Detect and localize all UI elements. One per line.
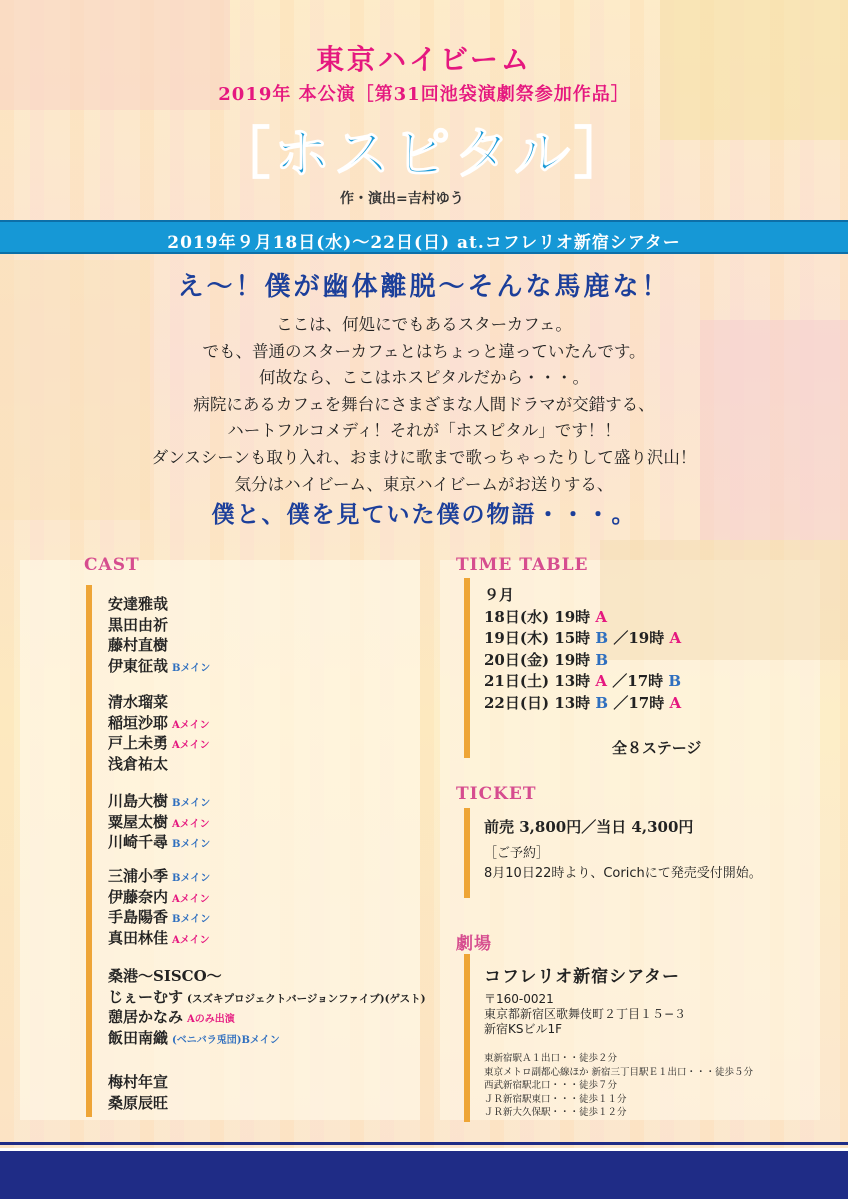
synopsis-line: 何故なら、ここはホスピタルだから・・・。 xyxy=(259,368,589,388)
ticket-price: 前売 3,800円／当日 4,300円 xyxy=(484,818,694,836)
cast-member: 安達雅哉 xyxy=(108,595,169,613)
cast-member: 川島大樹 Bメイン xyxy=(108,792,211,810)
cast-member: 梅村年宣 xyxy=(108,1073,169,1091)
cast-heading: CAST xyxy=(84,555,140,575)
cast-accent-bar xyxy=(86,585,92,1117)
timetable-total: 全８ステージ xyxy=(612,739,702,757)
cast-note: Bメイン xyxy=(172,873,211,884)
cast-note: Bメイン xyxy=(172,839,211,850)
synopsis-line: ここは、何処にでもあるスターカフェ。 xyxy=(276,315,572,334)
cast-note: Bメイン xyxy=(172,662,211,674)
footer-thin-band xyxy=(0,1142,848,1145)
date-banner xyxy=(0,220,848,254)
cast-member: 清水瑠菜 xyxy=(108,693,169,711)
timetable-month: ９月 xyxy=(484,586,515,604)
cast-member: 戸上未勇 Aメイン xyxy=(108,734,210,752)
venue-name: コフレリオ新宿シアター xyxy=(484,967,680,987)
access-line: 西武新宿駅北口・・・徒歩７分 xyxy=(484,1080,618,1091)
cast-note: (ベニバラ兎団)Bメイン xyxy=(172,1034,280,1046)
timetable-row: 22日(日) 13時 B ／17時 A xyxy=(484,693,682,712)
access-line: 東新宿駅Ａ１出口・・徒歩２分 xyxy=(484,1053,618,1064)
cast-member: 稲垣沙耶 Aメイン xyxy=(108,713,210,732)
cast-member: 伊東征哉 Bメイン xyxy=(108,656,211,675)
ticket-reserve-label: ［ご予約］ xyxy=(484,846,550,861)
access-line: 東京メトロ副都心線ほか 新宿三丁目駅Ｅ１出口・・・徒歩５分 xyxy=(484,1066,754,1078)
timetable-row: 18日(水) 19時 A xyxy=(484,607,608,626)
cast-note: Aメイン xyxy=(172,818,210,830)
author-credit: 作・演出=吉村ゆう xyxy=(340,191,464,207)
cast-member: 飯田南織 (ベニバラ兎団)Bメイン xyxy=(108,1028,280,1047)
access-line: ＪＲ新宿駅東口・・・徒歩１１分 xyxy=(484,1093,627,1105)
cast-group-3 xyxy=(108,791,210,853)
cast-group-1 xyxy=(108,594,210,676)
cast-note: Aメイン xyxy=(172,719,210,731)
synopsis-line: 病院にあるカフェを舞台にさまざまな人間ドラマが交錯する、 xyxy=(193,394,655,414)
timetable-row: 21日(土) 13時 A ／17時 B xyxy=(484,672,682,690)
synopsis-line: 気分はハイビーム、東京ハイビームがお送りする、 xyxy=(234,474,614,494)
catchphrase: え〜！僕が幽体離脱〜そんな馬鹿な！ xyxy=(177,272,671,302)
venue-address-1: 東京都新宿区歌舞伎町２丁目１５−３ xyxy=(484,1007,687,1021)
cast-group-5 xyxy=(108,966,426,1048)
synopsis-line: ダンスシーンも取り入れ、おまけに歌まで歌っちゃったりして盛り沢山！ xyxy=(151,447,697,467)
cast-member: 憩居かなみ Aのみ出演 xyxy=(108,1008,235,1026)
cast-member: 藤村直樹 xyxy=(108,636,169,654)
venue-accent-bar xyxy=(464,954,470,1122)
cast-note: Bメイン xyxy=(172,798,211,809)
production-subtitle: 2019年 本公演［第31回池袋演劇祭参加作品］ xyxy=(218,84,630,105)
venue-address-2: 新宿KSビル1F xyxy=(484,1022,563,1036)
venue-heading: 劇場 xyxy=(456,934,492,954)
cast-member: 三浦小季 Bメイン xyxy=(108,867,211,885)
cast-note: Aメイン xyxy=(172,740,210,751)
cast-member: 浅倉祐太 xyxy=(108,754,169,773)
cast-note: Aメイン xyxy=(172,934,210,946)
cast-member: 川崎千尋 Bメイン xyxy=(108,833,211,851)
play-title: ［ホスピタル］ xyxy=(214,122,634,187)
venue-postal: 〒160-0021 xyxy=(484,992,554,1006)
cast-group-4 xyxy=(108,866,210,948)
timetable-row: 20日(金) 19時 B xyxy=(484,650,609,669)
access-line: ＪＲ新大久保駅・・・徒歩１２分 xyxy=(484,1107,627,1118)
ticket-heading: TICKET xyxy=(456,784,537,804)
cast-member: 伊藤奈内 Aメイン xyxy=(108,887,210,906)
synopsis-line: でも、普通のスターカフェとはちょっと違っていたんです。 xyxy=(202,341,646,361)
cast-note: Aメイン xyxy=(172,893,210,905)
cast-member: 手島陽香 Bメイン xyxy=(108,908,211,926)
synopsis-line: ハートフルコメディ！それが「ホスピタル」です！！ xyxy=(227,421,621,441)
cast-group-6 xyxy=(108,1072,168,1113)
cast-member: 桑港〜SISCO〜 xyxy=(108,967,222,985)
cast-note: Aのみ出演 xyxy=(187,1014,235,1025)
closing-line: 僕と、僕を見ていた僕の物語・・・。 xyxy=(211,501,637,528)
cast-note: Bメイン xyxy=(172,914,211,925)
timetable-heading: TIME TABLE xyxy=(456,555,589,575)
ticket-reserve-text: 8月10日22時より、Corichにて発売受付開始。 xyxy=(484,866,762,881)
cast-member: 桑原辰旺 xyxy=(108,1093,169,1112)
synopsis xyxy=(0,312,848,498)
timetable-row: 19日(木) 15時 B ／19時 A xyxy=(484,629,682,647)
cast-member: 真田林佳 Aメイン xyxy=(108,928,210,947)
venue-access xyxy=(484,1052,753,1120)
ticket-accent-bar xyxy=(464,808,470,898)
cast-member: 黒田由祈 xyxy=(108,615,169,634)
date-venue-text: 2019年９月18日(水)〜22日(日) at.コフレリオ新宿シアター xyxy=(167,233,681,253)
timetable-accent-bar xyxy=(464,578,470,758)
cast-note: (スズキプロジェクトバージョンファイブ)(ゲスト) xyxy=(187,992,426,1005)
footer-band xyxy=(0,1148,848,1199)
cast-member: 粟屋太樹 Aメイン xyxy=(108,812,210,831)
timetable xyxy=(484,585,681,714)
troupe-name: 東京ハイビーム xyxy=(316,43,532,76)
cast-group-2 xyxy=(108,692,210,774)
cast-member: じぇーむす (スズキプロジェクトバージョンファイブ)(ゲスト) xyxy=(108,987,426,1006)
